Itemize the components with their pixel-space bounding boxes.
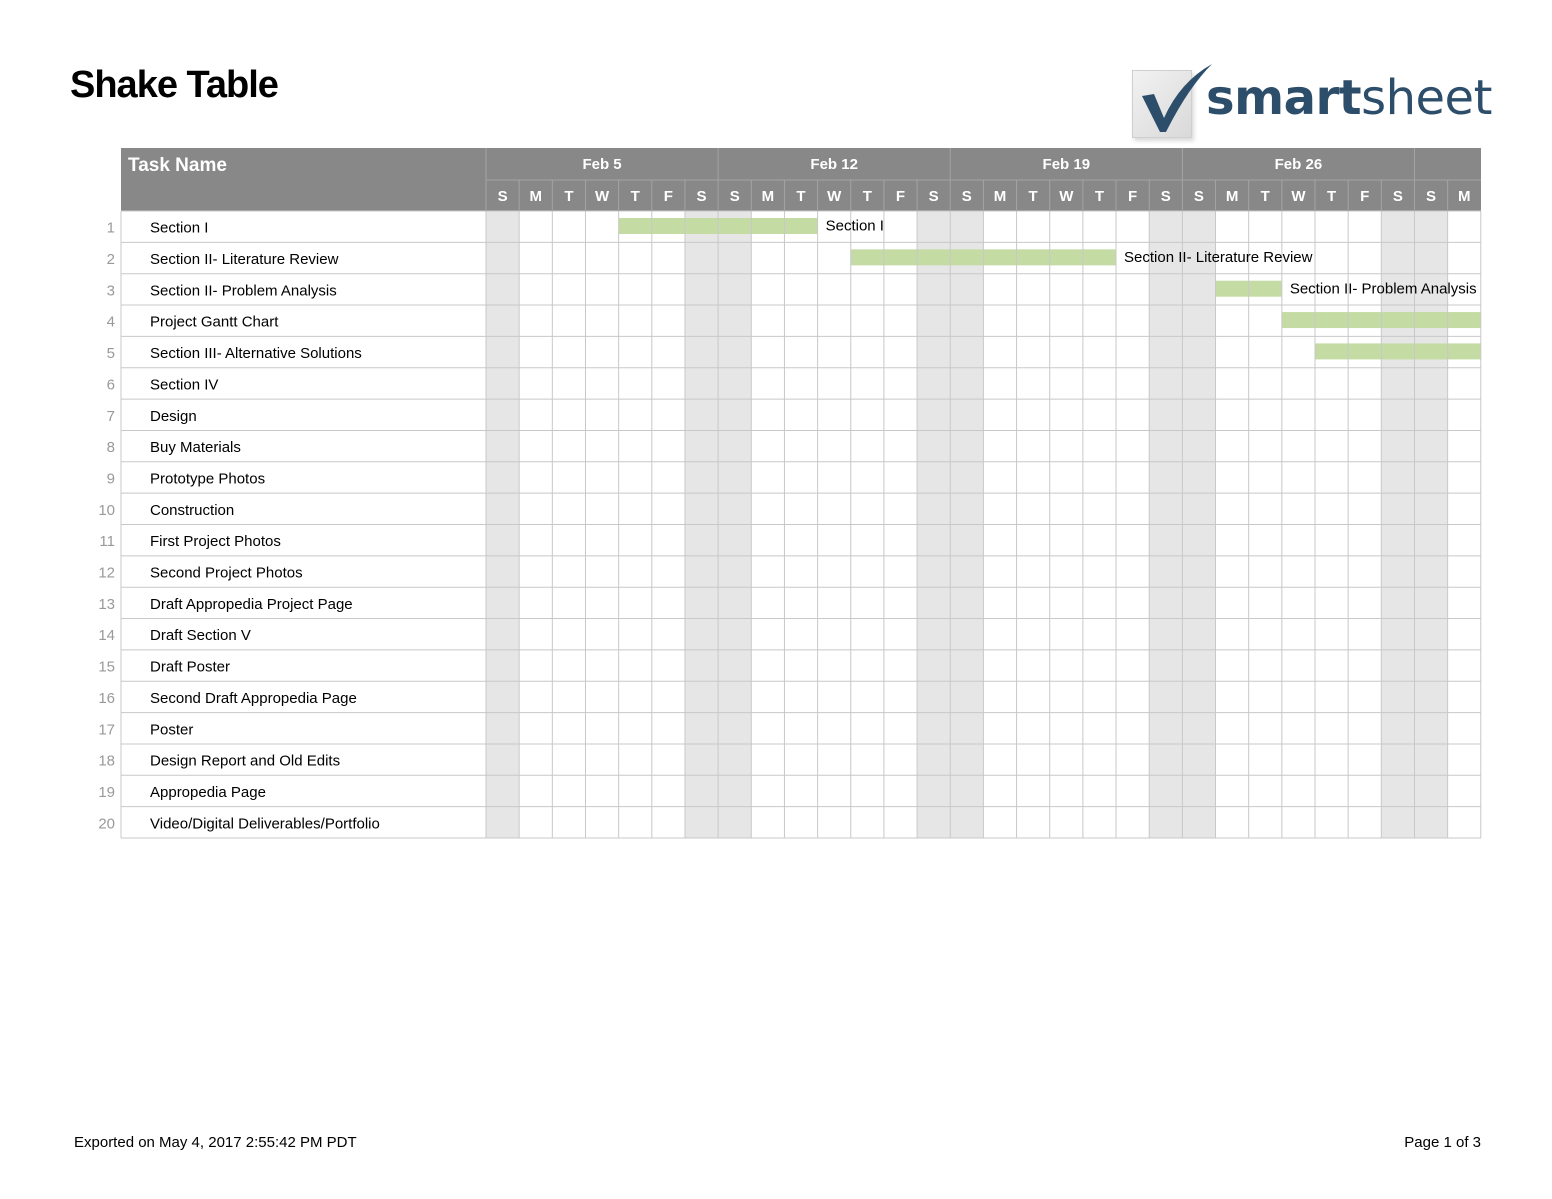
task-name: Design Report and Old Edits	[150, 752, 341, 770]
day-letter: W	[827, 188, 842, 205]
gantt-bar	[1315, 343, 1481, 359]
row-number: 11	[99, 533, 115, 551]
row-number: 2	[106, 251, 115, 269]
day-letter: T	[862, 188, 872, 205]
day-letter: S	[1193, 188, 1204, 205]
day-letter: T	[1094, 188, 1105, 205]
row-number: 14	[98, 627, 115, 645]
week-label: Feb 26	[1274, 156, 1323, 173]
day-letter: F	[663, 188, 673, 205]
task-name: Section II- Literature Review	[150, 251, 339, 269]
task-name: Section I	[150, 219, 209, 237]
row-number: 16	[98, 689, 115, 707]
row-number: 18	[98, 752, 115, 770]
task-name: Design	[150, 407, 197, 425]
week-label: Feb 5	[582, 156, 622, 173]
day-letter: W	[1291, 188, 1306, 205]
row-number: 9	[106, 470, 115, 488]
day-letter: F	[1128, 188, 1138, 205]
day-letter: S	[729, 188, 740, 205]
task-name-header: Task Name	[128, 155, 227, 176]
export-timestamp: Exported on May 4, 2017 2:55:42 PM PDT	[74, 1134, 357, 1151]
page-indicator: Page 1 of 3	[1404, 1134, 1481, 1151]
day-letter: T	[1260, 188, 1270, 205]
task-name: Appropedia Page	[150, 783, 266, 801]
task-name: Buy Materials	[150, 439, 241, 457]
day-letter: S	[1160, 188, 1171, 205]
row-number: 8	[106, 439, 115, 457]
logo-bold-text: smart	[1206, 70, 1362, 126]
task-name: Second Project Photos	[150, 564, 303, 582]
day-letter: T	[1028, 188, 1038, 205]
week-label: Feb 19	[1042, 156, 1091, 173]
task-name: Draft Section V	[150, 627, 251, 645]
task-name: First Project Photos	[150, 533, 281, 551]
day-letter: S	[1392, 188, 1403, 205]
day-letter: M	[1225, 188, 1239, 205]
day-letter: S	[961, 188, 972, 205]
task-name: Poster	[150, 721, 194, 739]
day-letter: F	[1360, 188, 1370, 205]
week-label: Feb 12	[810, 156, 858, 173]
row-number: 4	[106, 313, 115, 331]
day-letter: T	[630, 188, 640, 205]
day-letter: F	[895, 188, 906, 205]
row-number: 19	[98, 783, 115, 801]
row-number: 7	[106, 407, 115, 425]
row-number: 15	[98, 658, 115, 676]
day-letter: M	[761, 188, 775, 205]
row-number: 10	[98, 501, 115, 519]
day-letter: M	[1457, 188, 1471, 205]
bar-label: Section I	[825, 217, 884, 235]
sheet-title: Shake Table	[70, 64, 278, 106]
row-number: 3	[106, 282, 115, 300]
bar-label: Section II- Literature Review	[1124, 249, 1313, 267]
row-number: 13	[98, 595, 115, 613]
day-letter: W	[594, 188, 610, 205]
task-name: Section IV	[150, 376, 219, 394]
day-letter: S	[696, 188, 707, 205]
day-letter: W	[1059, 188, 1074, 205]
bar-label: Section II- Problem Analysis	[1289, 280, 1477, 298]
task-name: Section II- Problem Analysis	[150, 282, 337, 300]
day-letter: S	[928, 188, 939, 205]
task-name: Construction	[150, 501, 235, 519]
task-name: Section III- Alternative Solutions	[150, 345, 362, 363]
day-letter: S	[497, 188, 508, 205]
day-letter: M	[993, 188, 1007, 205]
day-letter: T	[796, 188, 806, 205]
day-letter: S	[1426, 188, 1437, 205]
row-number: 1	[106, 219, 115, 237]
task-name: Second Draft Appropedia Page	[150, 689, 357, 707]
row-number: 5	[106, 345, 115, 363]
row-number: 12	[98, 564, 115, 582]
task-name: Draft Poster	[150, 658, 231, 676]
task-name: Draft Appropedia Project Page	[150, 595, 353, 613]
day-letter: T	[1326, 188, 1337, 205]
task-name: Project Gantt Chart	[150, 313, 279, 331]
task-name: Prototype Photos	[150, 470, 266, 488]
day-letter: T	[564, 188, 574, 205]
row-number: 17	[98, 721, 115, 739]
task-name: Video/Digital Deliverables/Portfolio	[150, 815, 380, 833]
day-letter: M	[529, 188, 542, 205]
row-number: 6	[106, 376, 115, 394]
row-number: 20	[98, 815, 115, 833]
logo-light-text: sheet	[1361, 70, 1492, 126]
